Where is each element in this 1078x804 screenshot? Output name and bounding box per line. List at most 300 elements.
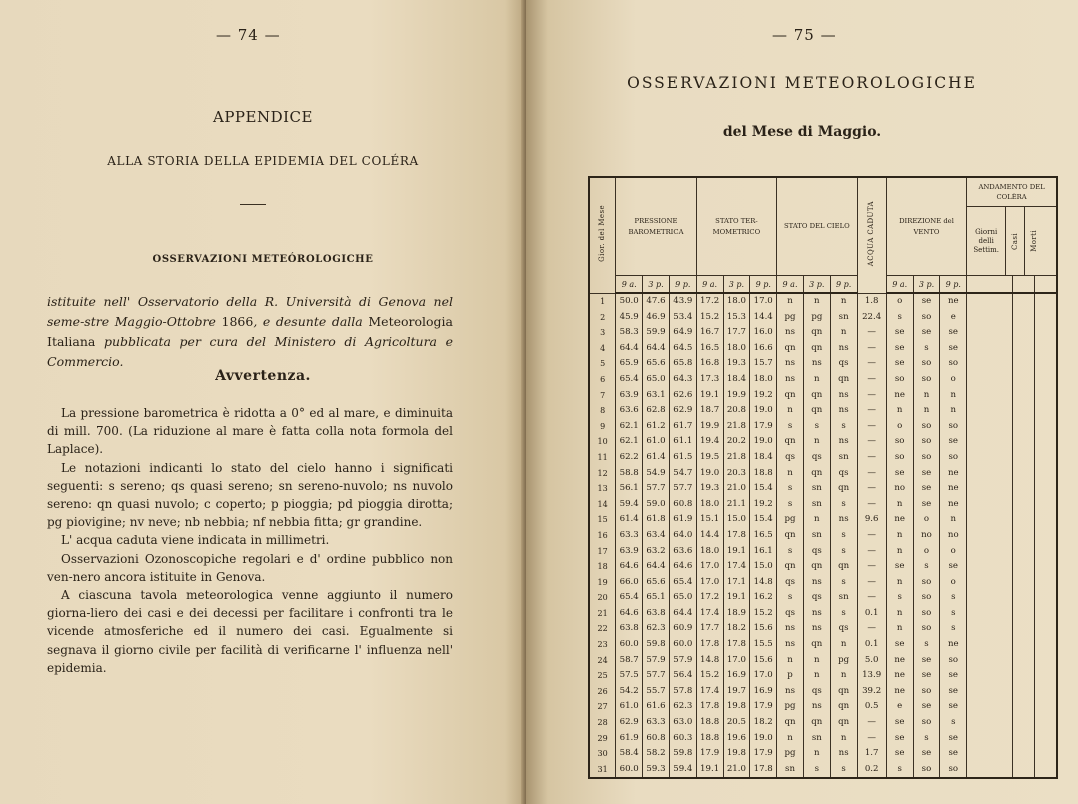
table-cell: 57.9 [669,653,696,669]
empty-cell [1013,731,1035,747]
right-page [526,0,1078,804]
avvertenza-heading: Avvertenza. [215,368,311,384]
table-cell: so [913,606,940,622]
table-cell: 65.4 [669,575,696,591]
table-cell: 1.7 [857,746,886,762]
table-cell: 19.9 [696,419,723,435]
table-cell: ns [803,621,830,637]
table-cell: qn [777,388,804,404]
table-cell: 17.8 [723,637,750,653]
table-cell: 0.1 [857,637,886,653]
day-cell: 29 [589,731,616,747]
empty-cell [967,575,1013,591]
table-cell: qn [777,341,804,357]
empty-cell [1013,372,1035,388]
day-cell: 16 [589,528,616,544]
table-cell: 62.3 [643,621,670,637]
time-9a: 9 a. [886,276,913,294]
table-cell: se [940,434,967,450]
table-cell: — [857,481,886,497]
table-cell: 16.9 [723,668,750,684]
table-cell: 62.6 [669,388,696,404]
table-row [589,481,1057,497]
table-cell: no [886,481,913,497]
table-cell: qn [803,325,830,341]
cases-sub [1013,276,1035,294]
empty-cell [1035,668,1057,684]
empty-cell [1013,512,1035,528]
table-cell: 19.1 [696,388,723,404]
paragraph: Le notazioni indicanti lo stato del cielo hanno i significati seguenti: s sereno; qs quasi sereno; sn sereno-nuvolo; ns nuvolo sereno: qn quasi nuvolo; c coperto; p pioggia; pd pioggia dirotta; pg piovigine; nv neve; nb nebbia; nf nebbia fitta; gr grandine. [47,460,453,530]
table-cell: ne [886,668,913,684]
table-cell: qs [803,684,830,700]
table-cell: 16.1 [750,544,777,560]
empty-cell [1013,699,1035,715]
table-row [589,731,1057,747]
table-cell: 19.1 [696,762,723,779]
table-cell: e [940,310,967,326]
empty-cell [967,544,1013,560]
table-cell: s [913,341,940,357]
table-cell: 9.6 [857,512,886,528]
table-row [589,325,1057,341]
table-cell: qn [803,466,830,482]
table-cell: qn [803,388,830,404]
table-cell: 65.4 [616,590,643,606]
table-cell: se [913,481,940,497]
empty-cell [1013,325,1035,341]
table-cell: se [886,356,913,372]
table-cell: 64.4 [643,341,670,357]
table-cell: n [803,653,830,669]
table-cell: 58.4 [616,746,643,762]
table-cell: 57.7 [643,481,670,497]
table-cell: 17.4 [696,606,723,622]
table-cell: 57.9 [643,653,670,669]
table-row [589,653,1057,669]
empty-cell [967,419,1013,435]
paragraph: L' acqua caduta viene indicata in millimetri. [61,533,330,548]
table-cell: 21.0 [723,762,750,779]
intro-text-a: istituite nell' Osservatorio della R. Università di Genova nel seme-stre Maggio-Ottobre [47,294,453,329]
table-cell: s [886,762,913,779]
table-cell: so [886,434,913,450]
table-cell: 16.8 [696,356,723,372]
empty-cell [967,310,1013,326]
table-row [589,590,1057,606]
table-cell: 64.0 [669,528,696,544]
header-pressure: PRESSIONE BAROMETRICA [616,177,696,276]
table-cell: s [830,762,857,779]
empty-cell [1035,388,1057,404]
empty-cell [1013,434,1035,450]
table-cell: 63.9 [616,388,643,404]
day-cell: 4 [589,341,616,357]
time-3p: 3 p. [803,276,830,294]
empty-cell [1035,419,1057,435]
table-cell: 65.1 [643,590,670,606]
table-cell: so [940,419,967,435]
table-cell: 61.8 [643,512,670,528]
time-9a: 9 a. [777,276,804,294]
empty-cell [967,621,1013,637]
table-cell: ns [830,341,857,357]
table-cell: 64.9 [669,325,696,341]
table-cell: 53.4 [669,310,696,326]
empty-cell [967,684,1013,700]
table-cell: ns [777,621,804,637]
empty-cell [1035,559,1057,575]
table-cell: ns [830,434,857,450]
table-cell: 46.9 [643,310,670,326]
table-cell: e [886,699,913,715]
appendix-title: APPENDICE [213,108,313,126]
empty-cell [967,559,1013,575]
table-cell: 64.6 [616,606,643,622]
table-cell: 15.3 [723,310,750,326]
table-cell: se [913,653,940,669]
table-cell: n [886,528,913,544]
empty-cell [1013,621,1035,637]
empty-cell [1013,590,1035,606]
table-cell: n [803,668,830,684]
table-cell: 18.8 [696,715,723,731]
table-cell: sn [803,481,830,497]
table-cell: 62.9 [669,403,696,419]
table-cell: se [940,746,967,762]
table-cell: 17.4 [723,559,750,575]
observations-heading: OSSERVAZIONI METEÓROLOGICHE [152,254,374,265]
table-cell: se [886,325,913,341]
empty-cell [967,403,1013,419]
table-cell: 5.0 [857,653,886,669]
table-cell: 18.0 [696,497,723,513]
table-cell: 1.8 [857,293,886,310]
table-cell: 57.5 [616,668,643,684]
table-cell: qn [777,528,804,544]
table-cell: s [777,544,804,560]
table-cell: so [886,372,913,388]
empty-cell [1013,684,1035,700]
table-cell: — [857,575,886,591]
table-cell: se [940,699,967,715]
empty-cell [1035,512,1057,528]
table-cell: 62.9 [616,715,643,731]
table-cell: 21.8 [723,419,750,435]
table-cell: 61.0 [616,699,643,715]
day-cell: 25 [589,668,616,684]
table-cell: ns [777,684,804,700]
table-cell: 64.5 [669,341,696,357]
intro-text-d: pubblicata per cura del Ministero di Agricoltura e Commercio. [47,334,453,369]
table-cell: 20.8 [723,403,750,419]
table-cell: 15.5 [750,637,777,653]
table-cell: n [940,388,967,404]
table-cell: 16.6 [750,341,777,357]
empty-cell [1013,356,1035,372]
weather-table-body [589,293,1057,778]
header-day: Gior. del Mese [589,177,616,293]
empty-cell [1035,497,1057,513]
empty-cell [1013,559,1035,575]
table-cell: — [857,621,886,637]
table-cell: 14.8 [696,653,723,669]
empty-cell [967,341,1013,357]
table-cell: 21.8 [723,450,750,466]
empty-cell [967,715,1013,731]
table-cell: 65.9 [616,356,643,372]
header-deaths: Morti [1029,230,1038,252]
empty-cell [1013,606,1035,622]
table-cell: s [886,590,913,606]
table-cell: 59.8 [643,637,670,653]
header-sky: STATO DEL CIELO [777,177,857,276]
table-cell: p [777,668,804,684]
table-cell: 22.4 [857,310,886,326]
header-cases: Casi [1006,207,1025,275]
table-cell: se [886,637,913,653]
table-cell: — [857,341,886,357]
header-temperature: STATO TER-MOMETRICO [696,177,776,276]
table-cell: 65.0 [669,590,696,606]
deaths-sub [1035,276,1057,294]
table-cell: n [803,512,830,528]
day-cell: 31 [589,762,616,779]
table-cell: 60.0 [669,637,696,653]
table-cell: so [913,621,940,637]
empty-cell [1035,699,1057,715]
table-cell: se [940,668,967,684]
table-cell: 17.7 [723,325,750,341]
empty-cell [967,293,1013,310]
empty-cell [1035,434,1057,450]
table-page-subtitle: del Mese di Maggio. [722,124,882,140]
time-3p: 3 p. [723,276,750,294]
table-cell: o [940,544,967,560]
table-cell: 62.1 [616,434,643,450]
table-cell: 63.2 [643,544,670,560]
empty-cell [967,325,1013,341]
table-cell: 65.8 [669,356,696,372]
empty-cell [1035,341,1057,357]
day-cell: 26 [589,684,616,700]
table-cell: s [777,419,804,435]
table-cell: n [886,606,913,622]
header-wind: DIREZIONE del VENTO [886,177,966,276]
table-cell: 17.7 [696,621,723,637]
table-cell: o [886,293,913,310]
table-cell: 18.0 [723,293,750,310]
table-cell: o [940,575,967,591]
table-cell: s [913,559,940,575]
empty-cell [1013,544,1035,560]
table-cell: 61.4 [643,450,670,466]
table-cell: ns [777,637,804,653]
empty-cell [967,699,1013,715]
table-cell: 61.9 [669,512,696,528]
table-cell: n [777,403,804,419]
table-cell: pg [803,310,830,326]
table-cell: 16.0 [750,325,777,341]
table-cell: 15.4 [750,481,777,497]
table-cell: 16.2 [750,590,777,606]
table-cell: 62.8 [643,403,670,419]
appendix-subtitle: ALLA STORIA DELLA EPIDEMIA DEL COLÉRA [107,154,419,168]
table-cell: so [913,310,940,326]
table-cell: 57.8 [669,684,696,700]
page-number: — 75 — [772,26,837,44]
table-cell: se [913,497,940,513]
table-cell: se [913,293,940,310]
empty-cell [1035,684,1057,700]
table-cell: — [857,731,886,747]
table-cell: ne [940,497,967,513]
empty-cell [967,512,1013,528]
table-cell: — [857,528,886,544]
time-3p: 3 p. [913,276,940,294]
empty-cell [1035,762,1057,779]
table-cell: s [777,590,804,606]
table-cell: s [913,637,940,653]
table-cell: n [803,372,830,388]
table-cell: — [857,559,886,575]
table-cell: 20.5 [723,715,750,731]
table-cell: 50.0 [616,293,643,310]
table-cell: 64.3 [669,372,696,388]
table-cell: ns [803,699,830,715]
table-cell: o [913,544,940,560]
day-cell: 24 [589,653,616,669]
day-cell: 14 [589,497,616,513]
table-row [589,419,1057,435]
table-cell: 15.6 [750,653,777,669]
table-cell: 17.8 [696,699,723,715]
table-cell: o [886,419,913,435]
table-cell: s [940,715,967,731]
table-cell: ns [777,325,804,341]
table-cell: qn [777,559,804,575]
empty-cell [967,434,1013,450]
table-cell: qs [803,544,830,560]
table-cell: se [913,699,940,715]
table-cell: 18.0 [750,372,777,388]
table-cell: o [940,372,967,388]
table-cell: so [940,450,967,466]
table-cell: 47.6 [643,293,670,310]
table-cell: 65.6 [643,356,670,372]
empty-cell [967,746,1013,762]
table-cell: n [830,668,857,684]
empty-cell [1035,372,1057,388]
table-cell: n [830,293,857,310]
table-cell: — [857,388,886,404]
table-cell: — [857,434,886,450]
table-cell: pg [777,746,804,762]
time-9p: 9 p. [750,276,777,294]
table-cell: 58.3 [616,325,643,341]
day-cell: 13 [589,481,616,497]
table-cell: n [803,746,830,762]
table-cell: n [886,403,913,419]
table-cell: — [857,450,886,466]
table-cell: 61.6 [643,699,670,715]
table-cell: n [940,512,967,528]
empty-cell [1035,544,1057,560]
table-cell: s [777,497,804,513]
empty-cell [967,653,1013,669]
table-cell: 17.8 [723,528,750,544]
empty-cell [1035,606,1057,622]
table-cell: 14.4 [696,528,723,544]
empty-cell [1035,575,1057,591]
table-cell: 65.0 [643,372,670,388]
table-cell: qn [803,559,830,575]
table-cell: 19.7 [723,684,750,700]
table-cell: 19.8 [723,746,750,762]
day-cell: 15 [589,512,616,528]
table-cell: 63.8 [643,606,670,622]
table-cell: qs [830,466,857,482]
empty-cell [967,356,1013,372]
table-cell: 64.4 [643,559,670,575]
time-9a: 9 a. [696,276,723,294]
table-cell: 19.3 [723,356,750,372]
table-cell: n [777,293,804,310]
table-cell: 61.5 [669,450,696,466]
table-cell: 17.0 [696,575,723,591]
table-cell: 0.2 [857,762,886,779]
table-cell: ne [886,653,913,669]
table-cell: ns [777,372,804,388]
table-cell: 19.5 [696,450,723,466]
table-cell: s [830,528,857,544]
empty-cell [967,450,1013,466]
table-cell: 16.5 [750,528,777,544]
day-cell: 11 [589,450,616,466]
empty-cell [1013,293,1035,310]
paragraph: A ciascuna tavola meteorologica venne aggiunto il numero giorna-liero dei casi e dei decessi per facilitare i confronti tra le vicende atmosferiche ed il numero dei casi. Egualmente si segnava il giorno civile per facilità di verificarne l' influenza nell' epidemia. [47,588,453,675]
table-cell: 20.2 [723,434,750,450]
table-cell: — [857,356,886,372]
table-cell: sn [830,450,857,466]
day-cell: 3 [589,325,616,341]
table-cell: 18.2 [723,621,750,637]
table-cell: 60.8 [669,497,696,513]
table-cell: 17.0 [750,668,777,684]
table-cell: 63.8 [616,621,643,637]
table-cell: ns [803,356,830,372]
header-cholera [967,177,1057,276]
table-cell: 17.0 [723,653,750,669]
table-cell: 60.0 [616,762,643,779]
table-cell: 64.6 [669,559,696,575]
time-3p: 3 p. [643,276,670,294]
table-cell: 16.7 [696,325,723,341]
empty-cell [1035,731,1057,747]
day-cell: 5 [589,356,616,372]
table-cell: so [913,575,940,591]
day-cell: 7 [589,388,616,404]
intro-text-b: , e desunte dalla [253,314,369,329]
table-cell: 54.7 [669,466,696,482]
table-cell: se [940,684,967,700]
table-cell: 65.4 [616,372,643,388]
empty-cell [967,466,1013,482]
table-row [589,559,1057,575]
table-row [589,528,1057,544]
table-cell: 19.8 [723,699,750,715]
left-page [0,0,526,804]
